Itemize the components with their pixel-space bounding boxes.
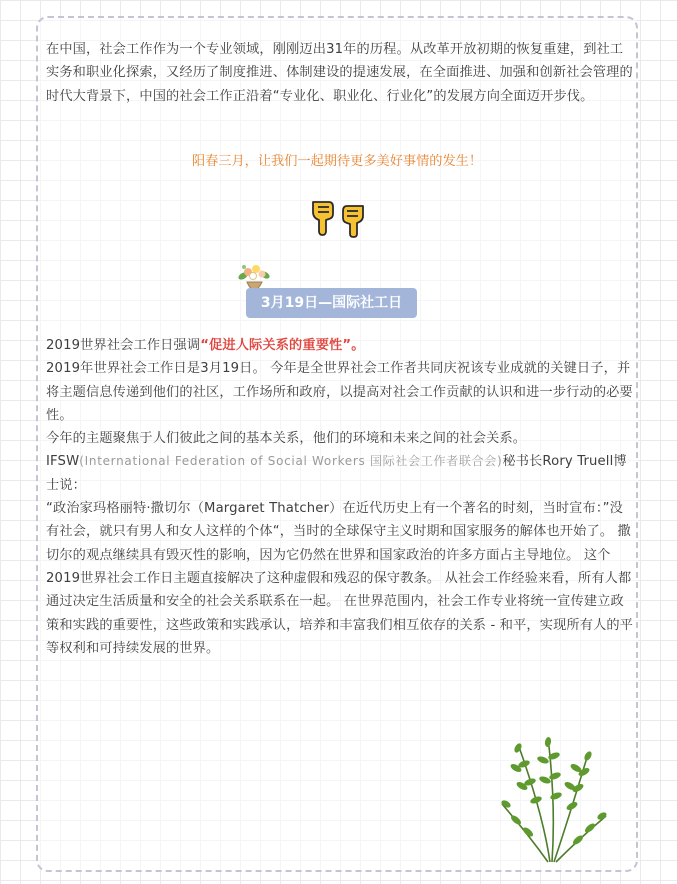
- highlight-line: 阳春三月，让我们一起期待更多美好事情的发生！: [191, 154, 483, 169]
- theme-line: [46, 334, 636, 357]
- date-badge-group: [234, 262, 434, 322]
- pointing-down-hands-icon: [310, 198, 366, 238]
- paragraph-date: 2019年世界社会工作日是3月19日。 今年是全世界社会工作者共同庆祝该专业成就的关键日子，并将主题信息传递到他们的社区，工作场所和政府，以提高对社会工作贡献的认识和进一步行动的必要性。: [46, 361, 633, 423]
- ifsw-fullname: (International Federation of Social Workers 国际社会工作者联合会): [79, 454, 503, 469]
- intro-paragraph: 在中国，社会工作作为一个专业领域，刚刚迈出31年的历程。从改革开放初期的恢复重建，到社工实务和职业化探索，又经历了制度推进、体制建设的提速发展，在全面推进、加强和创新社会管理的时代大背景下，中国的社会工作正沿着“专业化、职业化、行业化”的发展方向全面迈开步伐。: [46, 42, 633, 104]
- ifsw-prefix: IFSW: [46, 454, 80, 470]
- article-body: [46, 334, 636, 660]
- paragraph-quote: “政治家玛格丽特·撒切尔（Margaret Thatcher）在近代历史上有一个著名的时刻，当时宣布：”没有社会，就只有男人和女人这样的个体“，当时的全球保守主义时期和国家服务的解体也开始了。 撒切尔的观点继续具有毁灭性的影响，因为它仍然在世界和国家政治的许多方面占主导地位。 这个2019世界社会工作日主题直接解决了这种虚假和残忍的保守教条。 从社会工作经验来看，所有人都通过决定生活质量和安全的社会关系联系在一起。 在世界范围内，社会工作专业将统一宣传建立政策和实践的重要性，这些政策和实践承认，培养和丰富我们相互依存的关系 - 和平，实现所有人的平等权利和可持续发展的世界。: [46, 501, 634, 656]
- theme-emphasis: “促进人际关系的重要性”。: [200, 338, 365, 353]
- green-plant-icon: [488, 734, 618, 864]
- theme-prefix: 2019世界社会工作日强调: [46, 338, 201, 353]
- ifsw-suffix: 秘书长Rory Truell博士说：: [46, 454, 627, 493]
- date-badge: 3月19日—国际社工日: [246, 288, 417, 318]
- paragraph-theme: 今年的主题聚焦于人们彼此之间的基本关系，他们的环境和未来之间的社会关系。: [46, 431, 527, 447]
- paragraph-ifsw: [46, 450, 636, 497]
